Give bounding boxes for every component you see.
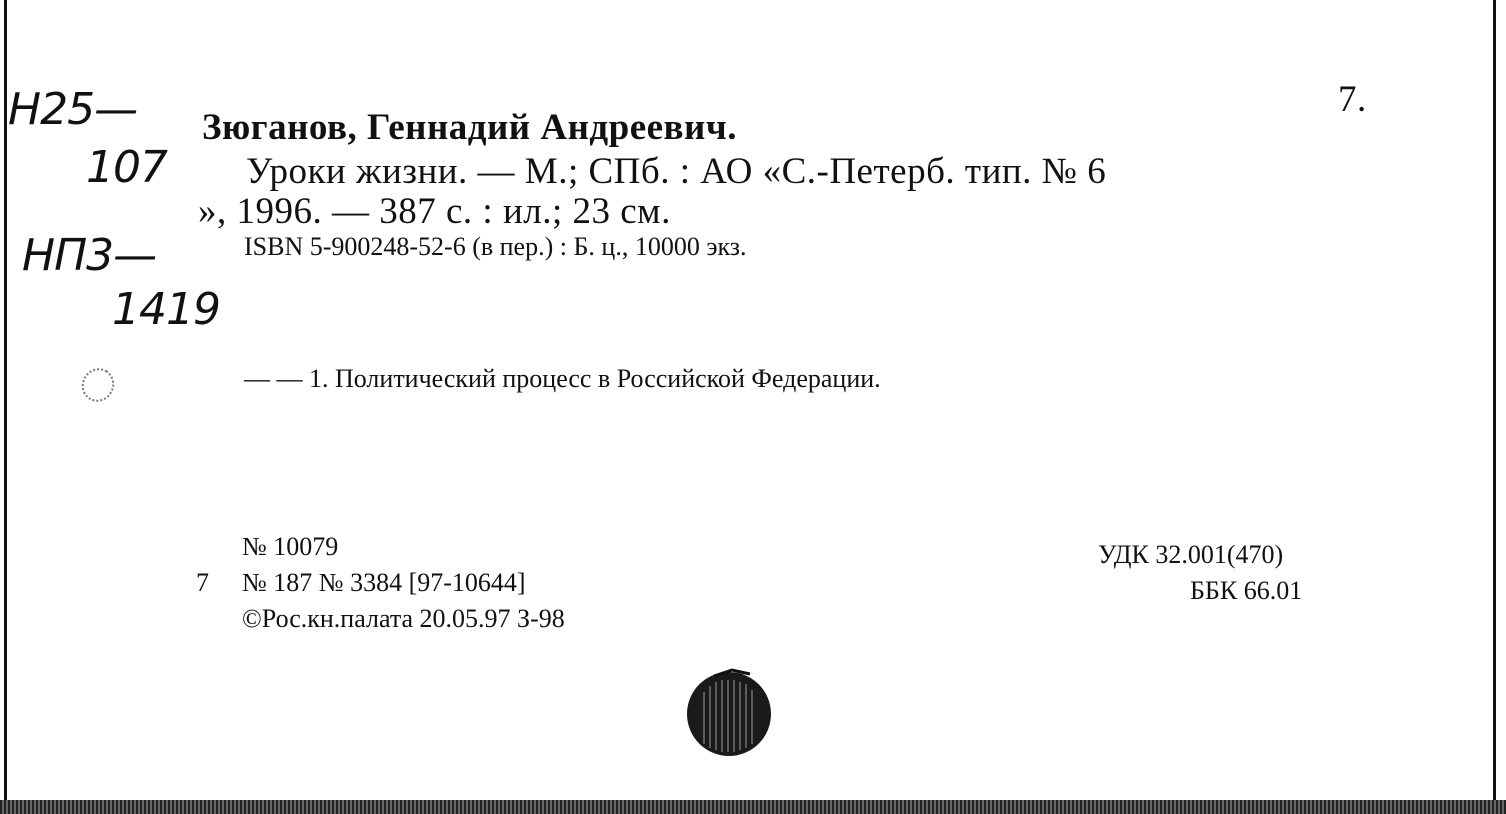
footer-udk: УДК 32.001(470)	[1098, 540, 1284, 569]
card-corner-number: 7.	[1338, 79, 1367, 120]
entry-imprint: », 1996. — 387 с. : ил.; 23 см.	[198, 191, 671, 232]
card-bottom-edge	[0, 800, 1506, 814]
entry-subject: — — 1. Политический процесс в Российской Федерации.	[244, 364, 881, 393]
footer-number: № 10079	[242, 532, 339, 561]
footer-prefix: 7	[196, 568, 209, 597]
footer-book-chamber: ©Рос.кн.палата 20.05.97 З-98	[242, 604, 565, 633]
handwritten-shelfmark-2: 107	[86, 142, 167, 193]
handwritten-shelfmark-4: 1419	[112, 284, 220, 335]
card-punch-hole	[684, 662, 774, 757]
entry-title: Уроки жизни. — М.; СПб. : АО «С.-Петерб. тип. № 6	[246, 151, 1107, 192]
footer-registration: № 187 № 3384 [97-10644]	[242, 568, 526, 597]
handwritten-shelfmark-1: Н25—	[8, 84, 138, 135]
footer-bbk: ББК 66.01	[1190, 576, 1303, 605]
entry-isbn: ISBN 5-900248-52-6 (в пер.) : Б. ц., 10000 экз.	[244, 232, 747, 261]
handwritten-shelfmark-3: НП3—	[22, 230, 157, 281]
entry-author: Зюганов, Геннадий Андреевич.	[202, 107, 737, 148]
